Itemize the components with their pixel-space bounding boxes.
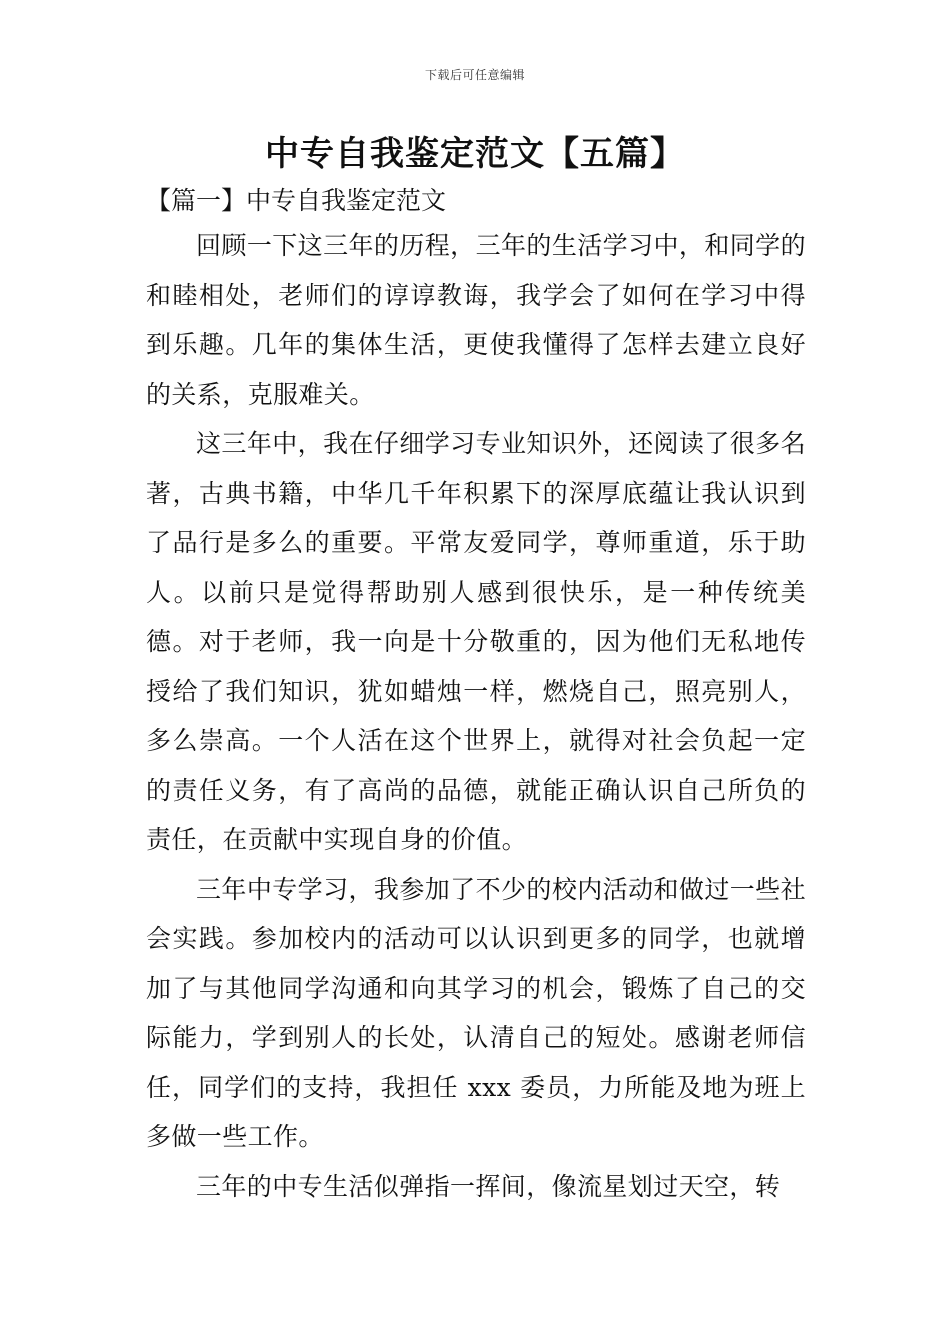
paragraph: 这三年中，我在仔细学习专业知识外，还阅读了很多名著，古典书籍，中华几千年积累下的深厚底蕴让我认识到了品行是多么的重要。平常友爱同学，尊师重道，乐于助人。以前只是觉得帮助别人感到很快乐，是一种传统美德。对于老师，我一向是十分敬重的，因为他们无私地传授给了我们知识，犹如蜡烛一样，燃烧自己，照亮别人，多么崇高。一个人活在这个世界上，就得对社会负起一定的责任义务，有了高尚的品德，就能正确认识自己所负的责任，在贡献中实现自身的价值。: [146, 429, 806, 854]
section-heading: 【篇一】中专自我鉴定范文: [146, 186, 447, 215]
document-title: 中专自我鉴定范文【五篇】: [265, 134, 685, 174]
paragraph: 回顾一下这三年的历程，三年的生活学习中，和同学的和睦相处，老师们的谆谆教诲，我学会了如何在学习中得到乐趣。几年的集体生活，更使我懂得了怎样去建立良好的关系，克服难关。: [146, 231, 806, 409]
paragraph: 三年的中专生活似弹指一挥间，像流星划过天空，转: [196, 1171, 781, 1201]
header-note: 下载后可任意编辑: [424, 68, 525, 82]
body-text: [146, 221, 806, 1211]
paragraph: 三年中专学习，我参加了不少的校内活动和做过一些社会实践。参加校内的活动可以认识到更多的同学，也就增加了与其他同学沟通和向其学习的机会，锻炼了自己的交际能力，学到别人的长处，认清自己的短处。感谢老师信任，同学们的支持，我担任 xxx 委员，力所能及地为班上多做一些工作。: [146, 874, 806, 1151]
